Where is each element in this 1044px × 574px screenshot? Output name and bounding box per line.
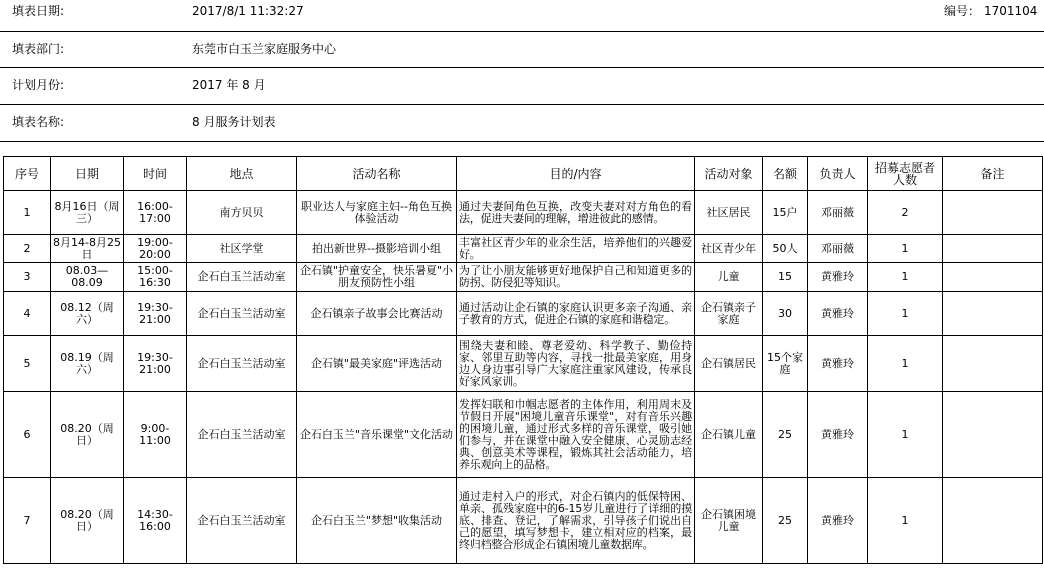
cell-content: 通过走村入户的形式，对企石镇内的低保特困、单亲、孤残家庭中的6-15岁儿童进行了详细的摸底、排查、登记，了解需求，引导孩子们说出自己的愿望，填写梦想卡，建立相对应的档案，最终归档整合形成企石镇困境儿童数据库。: [457, 478, 695, 564]
cell-time: 19:30-21:00: [124, 292, 187, 336]
cell-time: 15:00-16:30: [124, 263, 187, 292]
cell-activity-name: 企石白玉兰"梦想"收集活动: [297, 478, 457, 564]
table-row: [4, 392, 1043, 478]
cell-quota: 50人: [763, 235, 808, 263]
cell-no: 4: [4, 292, 51, 336]
cell-volunteers: 1: [868, 263, 943, 292]
col-header-quota: 名额: [763, 157, 808, 191]
cell-target: 儿童: [695, 263, 763, 292]
cell-date: 08.12（周六）: [51, 292, 124, 336]
meta-value: 2017 年 8 月: [192, 78, 266, 92]
cell-volunteers: 1: [868, 235, 943, 263]
cell-content: 通过夫妻间角色互换，改变夫妻对对方角色的看法，促进夫妻间的理解，增进彼此的感情。: [457, 191, 695, 235]
cell-no: 6: [4, 392, 51, 478]
cell-content: 丰富社区青少年的业余生活，培养他们的兴趣爱好。: [457, 235, 695, 263]
cell-volunteers: 1: [868, 292, 943, 336]
cell-remark: [943, 191, 1043, 235]
col-header-time: 时间: [124, 157, 187, 191]
col-header-volunteers: 招募志愿者人数: [868, 157, 943, 191]
cell-activity-name: 企石镇"最美家庭"评选活动: [297, 336, 457, 392]
cell-place: 企石白玉兰活动室: [187, 336, 297, 392]
cell-leader: 黄雅玲: [808, 336, 868, 392]
meta-label: 计划月份:: [12, 78, 65, 92]
table-row: [4, 235, 1043, 263]
table-header-row: [4, 157, 1043, 191]
cell-activity-name: 企石镇"护童安全，快乐暑夏"小朋友预防性小组: [297, 263, 457, 292]
cell-activity-name: 企石白玉兰"音乐课堂"文化活动: [297, 392, 457, 478]
cell-date: 08.20（周日）: [51, 392, 124, 478]
meta-label: 填表部门:: [12, 42, 65, 56]
cell-target: 企石镇亲子家庭: [695, 292, 763, 336]
cell-leader: 邓丽薇: [808, 191, 868, 235]
cell-volunteers: 2: [868, 191, 943, 235]
cell-remark: [943, 392, 1043, 478]
cell-quota: 25: [763, 392, 808, 478]
table-row: [4, 336, 1043, 392]
cell-volunteers: 1: [868, 392, 943, 478]
meta-row-department: [0, 31, 1044, 68]
cell-quota: 25: [763, 478, 808, 564]
cell-target: 企石镇居民: [695, 336, 763, 392]
cell-place: 企石白玉兰活动室: [187, 292, 297, 336]
col-header-date: 日期: [51, 157, 124, 191]
cell-leader: 黄雅玲: [808, 292, 868, 336]
cell-volunteers: 1: [868, 478, 943, 564]
table-row: [4, 478, 1043, 564]
cell-time: 14:30-16:00: [124, 478, 187, 564]
cell-time: 9:00-11:00: [124, 392, 187, 478]
cell-place: 南方贝贝: [187, 191, 297, 235]
table-row: [4, 292, 1043, 336]
cell-remark: [943, 292, 1043, 336]
cell-target: 社区居民: [695, 191, 763, 235]
col-header-place: 地点: [187, 157, 297, 191]
cell-target: 社区青少年: [695, 235, 763, 263]
col-header-no: 序号: [4, 157, 51, 191]
cell-date: 08.03—08.09: [51, 263, 124, 292]
cell-place: 企石白玉兰活动室: [187, 392, 297, 478]
col-header-target: 活动对象: [695, 157, 763, 191]
cell-no: 2: [4, 235, 51, 263]
cell-leader: 黄雅玲: [808, 263, 868, 292]
cell-date: 08.19（周六）: [51, 336, 124, 392]
cell-activity-name: 拍出新世界--摄影培训小组: [297, 235, 457, 263]
cell-quota: 30: [763, 292, 808, 336]
cell-content: 为了让小朋友能够更好地保护自己和知道更多的防拐、防侵犯等知识。: [457, 263, 695, 292]
cell-quota: 15户: [763, 191, 808, 235]
meta-value: 8 月服务计划表: [192, 115, 276, 129]
meta-bottom-rule: [0, 141, 1044, 142]
col-header-remark: 备注: [943, 157, 1043, 191]
serial-label: 编号：: [944, 4, 981, 18]
cell-no: 1: [4, 191, 51, 235]
cell-activity-name: 职业达人与家庭主妇--角色互换体验活动: [297, 191, 457, 235]
cell-time: 19:30-21:00: [124, 336, 187, 392]
fill-date-label: 填表日期:: [12, 4, 65, 18]
meta-label: 填表名称:: [12, 115, 65, 129]
cell-target: 企石镇困境儿童: [695, 478, 763, 564]
meta-row-name: [0, 104, 1044, 141]
table-row: [4, 263, 1043, 292]
cell-no: 7: [4, 478, 51, 564]
cell-target: 企石镇儿童: [695, 392, 763, 478]
cell-place: 企石白玉兰活动室: [187, 478, 297, 564]
cell-content: 发挥妇联和巾帼志愿者的主体作用，利用周末及节假日开展"困境儿童音乐课堂"，对有音乐兴趣的困境儿童，通过形式多样的音乐课堂，吸引她们参与，并在课堂中融入安全健康、心灵励志经典、创意美术等课程，锻炼其社会活动能力，培养乐观向上的品格。: [457, 392, 695, 478]
meta-value: 东莞市白玉兰家庭服务中心: [192, 42, 337, 56]
meta-row-month: [0, 67, 1044, 104]
cell-place: 企石白玉兰活动室: [187, 263, 297, 292]
serial-value: 1701104: [984, 4, 1038, 18]
cell-date: 08.20（周日）: [51, 478, 124, 564]
cell-no: 5: [4, 336, 51, 392]
cell-remark: [943, 263, 1043, 292]
service-plan-table: [3, 156, 1043, 564]
cell-remark: [943, 235, 1043, 263]
cell-content: 通过活动让企石镇的家庭认识更多亲子沟通、亲子教育的方式，促进企石镇的家庭和谐稳定。: [457, 292, 695, 336]
table-row: [4, 191, 1043, 235]
col-header-name: 活动名称: [297, 157, 457, 191]
col-header-leader: 负责人: [808, 157, 868, 191]
cell-quota: 15个家庭: [763, 336, 808, 392]
cell-volunteers: 1: [868, 336, 943, 392]
col-header-content: 目的/内容: [457, 157, 695, 191]
cell-remark: [943, 336, 1043, 392]
fill-date-value: 2017/8/1 11:32:27: [192, 4, 304, 18]
cell-date: 8月16日（周三）: [51, 191, 124, 235]
cell-time: 16:00-17:00: [124, 191, 187, 235]
cell-quota: 15: [763, 263, 808, 292]
cell-time: 19:00-20:00: [124, 235, 187, 263]
cell-remark: [943, 478, 1043, 564]
cell-leader: 黄雅玲: [808, 392, 868, 478]
cell-activity-name: 企石镇亲子故事会比赛活动: [297, 292, 457, 336]
cell-date: 8月14-8月25日: [51, 235, 124, 263]
cell-content: 围绕夫妻和睦、尊老爱幼、科学教子、勤俭持家、邻里互助等内容，寻找一批最美家庭，用身边人身边事引导广大家庭注重家风建设，传承良好家风家训。: [457, 336, 695, 392]
cell-leader: 黄雅玲: [808, 478, 868, 564]
cell-leader: 邓丽薇: [808, 235, 868, 263]
cell-no: 3: [4, 263, 51, 292]
cell-place: 社区学堂: [187, 235, 297, 263]
